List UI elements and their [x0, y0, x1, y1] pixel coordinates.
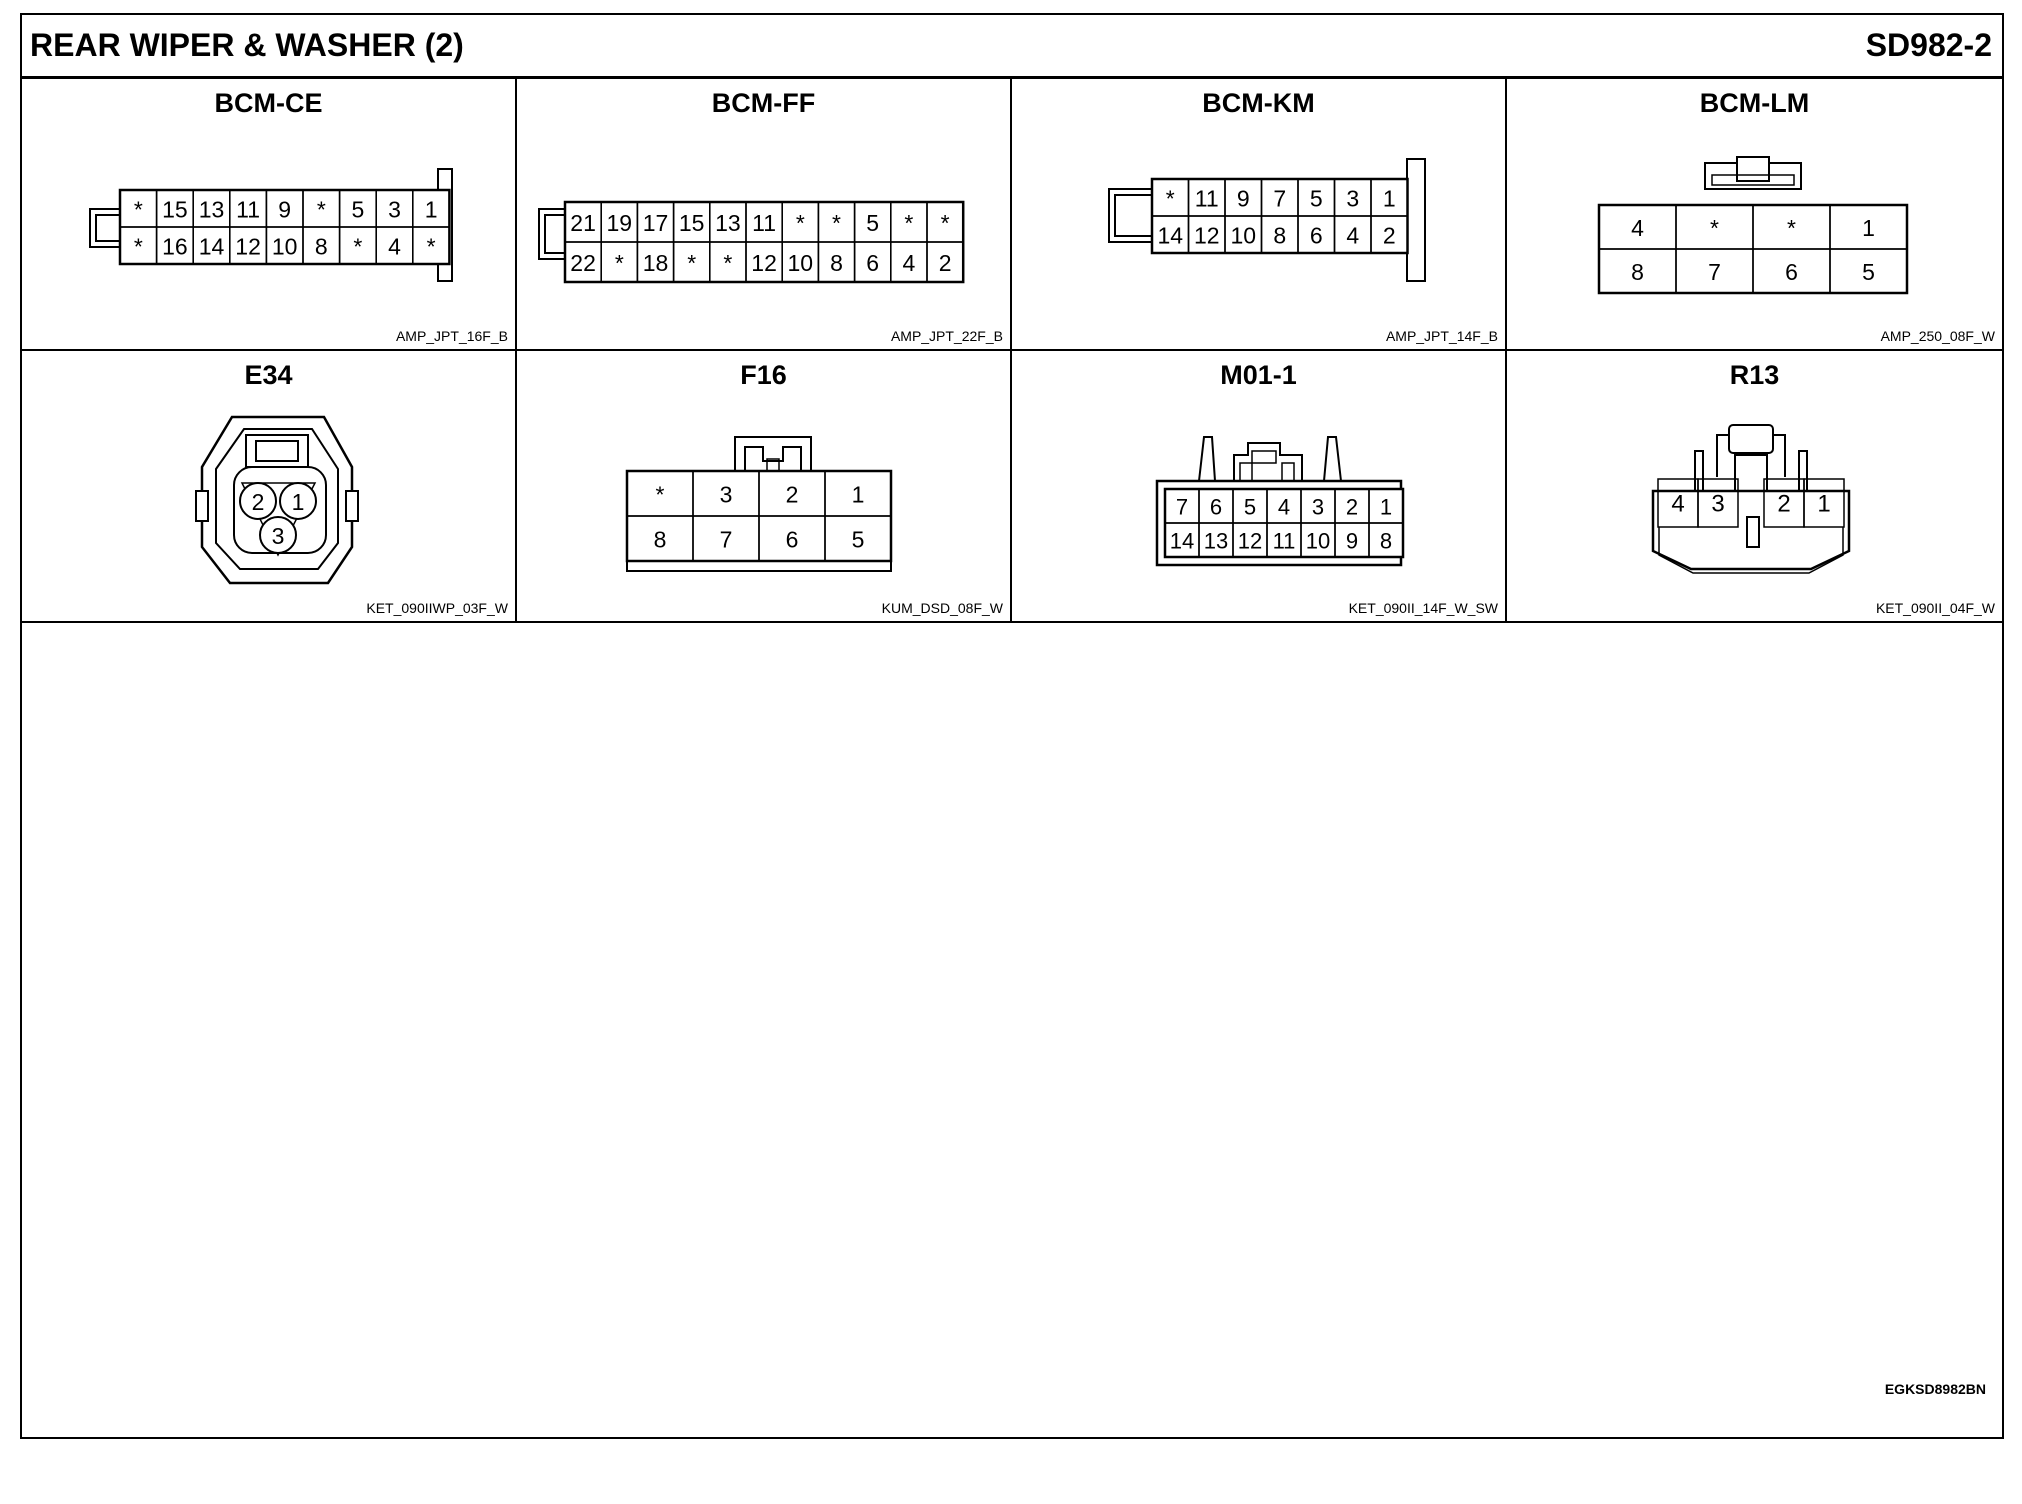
pin-label: 1	[291, 489, 305, 515]
connector-part-code: KUM_DSD_08F_W	[881, 600, 1003, 616]
pin-label: 22	[570, 250, 596, 276]
pin-label: 9	[1345, 528, 1359, 554]
connector-f16-diagram	[517, 351, 1012, 623]
pin-label: 12	[235, 233, 261, 260]
pin-label: 7	[1175, 494, 1189, 520]
connector-part-code: AMP_JPT_22F_B	[890, 328, 1003, 344]
pin-label: 2	[1777, 490, 1791, 518]
connector-name: R13	[1729, 360, 1780, 390]
connector-name: BCM-CE	[214, 88, 323, 118]
pin-label: 1	[851, 481, 865, 508]
pin-label: 12	[751, 250, 777, 276]
pin-label: 10	[1305, 528, 1331, 554]
connector-cell-r13	[1507, 351, 2002, 623]
connector-name: E34	[244, 360, 293, 390]
pin-label: 6	[785, 526, 799, 553]
pin-label: *	[795, 210, 805, 236]
pin-label: 13	[198, 196, 225, 223]
pin-label: *	[723, 250, 733, 276]
pin-label: 11	[1194, 185, 1219, 212]
pin-label: 19	[606, 210, 633, 236]
connector-e34-diagram	[22, 351, 517, 623]
pin-label: 7	[1273, 185, 1287, 212]
connector-bcm-ce-diagram	[22, 79, 517, 351]
pin-label: *	[614, 250, 624, 276]
pin-label: 10	[787, 250, 814, 276]
pin-label: 3	[1311, 494, 1325, 520]
pin-label: *	[133, 196, 143, 223]
pin-label: 15	[162, 196, 188, 223]
pin-label: 5	[351, 196, 365, 223]
pin-label: 11	[1272, 528, 1296, 554]
pin-label: 1	[424, 196, 438, 223]
connector-part-code: KET_090IIWP_03F_W	[366, 600, 508, 616]
pin-label: 12	[1237, 528, 1263, 554]
connector-cell-e34	[22, 351, 517, 623]
pin-label: 5	[866, 210, 880, 236]
pin-label: 17	[642, 210, 669, 236]
pin-label: 1	[1817, 490, 1831, 518]
pin-label: *	[316, 196, 326, 223]
pin-label: 13	[715, 210, 741, 236]
pin-label: 1	[1382, 185, 1396, 212]
connector-name: M01-1	[1220, 360, 1297, 390]
connector-name: BCM-KM	[1202, 88, 1315, 118]
pin-label: 9	[1236, 185, 1250, 212]
pin-label: 2	[938, 250, 952, 276]
pin-label: 6	[1309, 222, 1323, 249]
page-title: REAR WIPER & WASHER (2)	[30, 27, 464, 63]
connector-cell-bcm-ff	[517, 79, 1012, 351]
pin-label: 2	[1382, 222, 1396, 249]
pin-label: 3	[388, 196, 401, 223]
pin-label: *	[426, 233, 436, 260]
pin-label: 3	[1711, 490, 1725, 518]
connector-m01-1-diagram	[1012, 351, 1507, 623]
connector-part-code: KET_090II_14F_W_SW	[1348, 600, 1498, 616]
pin-label: 12	[1193, 222, 1220, 249]
pin-label: 6	[1785, 259, 1798, 285]
pin-label: *	[353, 233, 363, 260]
page-code: SD982-2	[1865, 27, 1992, 63]
pin-label: 4	[1277, 494, 1291, 520]
pin-label: 14	[1169, 528, 1195, 554]
connector-name: BCM-FF	[711, 88, 816, 118]
pin-label: 4	[1346, 222, 1360, 249]
pin-label: 15	[678, 210, 705, 236]
connector-part-code: AMP_JPT_14F_B	[1385, 328, 1498, 344]
pin-label: 14	[198, 233, 225, 260]
pin-label: 10	[1230, 222, 1257, 249]
connector-name: F16	[740, 360, 787, 390]
pin-label: 8	[653, 526, 667, 553]
pin-label: *	[1787, 215, 1796, 241]
pin-label: 2	[251, 489, 265, 515]
connector-part-code: AMP_JPT_16F_B	[395, 328, 508, 344]
pin-label: 7	[719, 526, 733, 553]
pin-label: 3	[271, 523, 285, 549]
connector-part-code: KET_090II_04F_W	[1875, 600, 1995, 616]
pin-label: 3	[719, 481, 733, 508]
pin-label: 8	[830, 250, 843, 276]
connector-cell-bcm-lm	[1507, 79, 2002, 351]
pin-label: 8	[314, 233, 328, 260]
pin-label: 4	[1671, 490, 1685, 518]
pin-label: *	[133, 233, 143, 260]
pin-label: 8	[1631, 259, 1644, 285]
pin-label: 6	[1209, 494, 1223, 520]
connector-grid	[22, 79, 2002, 624]
pin-label: 3	[1346, 185, 1360, 212]
pin-label: *	[687, 250, 697, 276]
pin-label: 11	[752, 210, 777, 236]
pin-label: 4	[1631, 215, 1644, 241]
pin-label: 21	[570, 210, 596, 236]
pin-label: 11	[236, 196, 261, 223]
pin-label: *	[655, 481, 665, 508]
pin-label: 5	[1243, 494, 1257, 520]
pin-label: 10	[271, 233, 298, 260]
pin-label: 2	[1345, 494, 1359, 520]
pin-label: 5	[1309, 185, 1323, 212]
connector-part-code: AMP_250_08F_W	[1880, 328, 1995, 344]
pin-label: 7	[1708, 259, 1721, 285]
connector-bcm-km-diagram	[1012, 79, 1507, 351]
pin-label: 6	[866, 250, 880, 276]
connector-name: BCM-LM	[1699, 88, 1810, 118]
pin-label: 18	[642, 250, 669, 276]
connector-cell-bcm-km	[1012, 79, 1507, 351]
pin-label: 8	[1379, 528, 1393, 554]
sheet-header	[22, 15, 2002, 79]
connector-bcm-lm-diagram	[1507, 79, 2002, 351]
connector-cell-bcm-ce	[22, 79, 517, 351]
pin-label: *	[904, 210, 914, 236]
pin-label: 16	[162, 233, 188, 260]
pin-label: 9	[278, 196, 292, 223]
connector-bcm-ff-diagram	[517, 79, 1012, 351]
pin-label: 1	[1379, 494, 1393, 520]
connector-cell-f16	[517, 351, 1012, 623]
pin-label: *	[1710, 215, 1719, 241]
pin-label: 8	[1273, 222, 1287, 249]
diagram-sheet	[20, 13, 2004, 1439]
connector-r13-diagram	[1507, 351, 2002, 623]
pin-label: *	[940, 210, 950, 236]
pin-label: 13	[1203, 528, 1229, 554]
pin-label: 5	[851, 526, 865, 553]
pin-label: *	[832, 210, 841, 236]
pin-label: 5	[1862, 259, 1875, 285]
pin-label: 1	[1862, 215, 1875, 241]
pin-label: 14	[1157, 222, 1184, 249]
pin-label: 4	[902, 250, 916, 276]
pin-label: *	[1165, 185, 1175, 212]
document-id: EGKSD8982BN	[1884, 1381, 1986, 1397]
pin-label: 2	[785, 481, 799, 508]
connector-cell-m01-1	[1012, 351, 1507, 623]
pin-label: 4	[388, 233, 401, 260]
